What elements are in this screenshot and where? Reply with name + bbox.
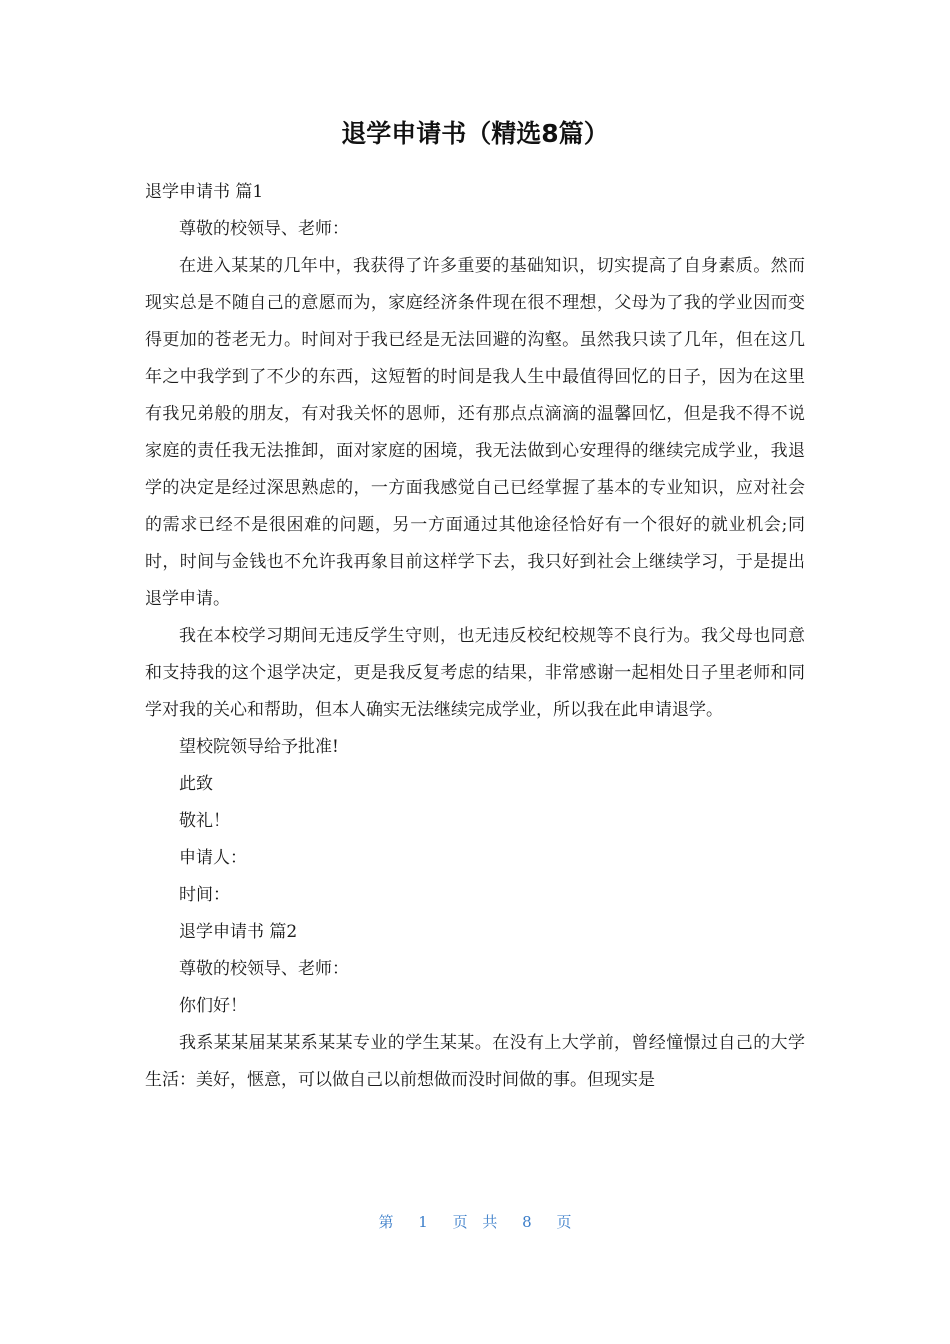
document-body: [145, 174, 805, 1099]
section-heading-2: 退学申请书 篇2: [179, 922, 298, 942]
request-line: 望校院领导给予批准!: [179, 737, 339, 757]
applicant-label: 申请人：: [179, 848, 247, 868]
footer-current-page: 1: [418, 1213, 428, 1231]
body-paragraph: 我在本校学习期间无违反学生守则，也无违反校纪校规等不良行为。我父母也同意和支持我的这个退学决定，更是我反复考虑的结果，非常感谢一起相处日子里老师和同学对我的关心和帮助，但本人确实无法继续完成学业，所以我在此申请退学。: [145, 626, 805, 720]
salutation: 尊敬的校领导、老师：: [179, 959, 349, 979]
footer-suffix: 页: [556, 1213, 572, 1231]
closing-line: 此致: [179, 774, 213, 794]
body-paragraph: 我系某某届某某系某某专业的学生某某。在没有上大学前，曾经憧憬过自己的大学生活：美好，惬意，可以做自己以前想做而没时间做的事。但现实是: [145, 1033, 805, 1090]
footer-total-pages: 8: [522, 1213, 532, 1231]
salutation: 尊敬的校领导、老师：: [179, 219, 349, 239]
section-heading-1: 退学申请书 篇1: [145, 182, 264, 202]
page-footer: [0, 1208, 950, 1236]
date-label: 时间：: [179, 885, 230, 905]
greeting: 你们好！: [179, 996, 247, 1016]
footer-middle: 页 共: [452, 1213, 498, 1231]
document-title: 退学申请书（精选8篇）: [341, 119, 609, 148]
body-paragraph: 在进入某某的几年中，我获得了许多重要的基础知识，切实提高了自身素质。然而现实总是不随自己的意愿而为，家庭经济条件现在很不理想，父母为了我的学业因而变得更加的苍老无力。时间对于我已经是无法回避的沟壑。虽然我只读了几年，但在这几年之中我学到了不少的东西，这短暂的时间是我人生中最值得回忆的日子，因为在这里有我兄弟般的朋友，有对我关怀的恩师，还有那点点滴滴的温馨回忆，但是我不得不说家庭的责任我无法推卸，面对家庭的困境，我无法做到心安理得的继续完成学业，我退学的决定是经过深思熟虑的，一方面我感觉自己已经掌握了基本的专业知识，应对社会的需求已经不是很困难的问题，另一方面通过其他途径恰好有一个很好的就业机会;同时，时间与金钱也不允许我再象目前这样学下去，我只好到社会上继续学习，于是提出退学申请。: [145, 256, 805, 609]
closing-regards: 敬礼！: [179, 811, 230, 831]
footer-prefix: 第: [378, 1213, 394, 1231]
